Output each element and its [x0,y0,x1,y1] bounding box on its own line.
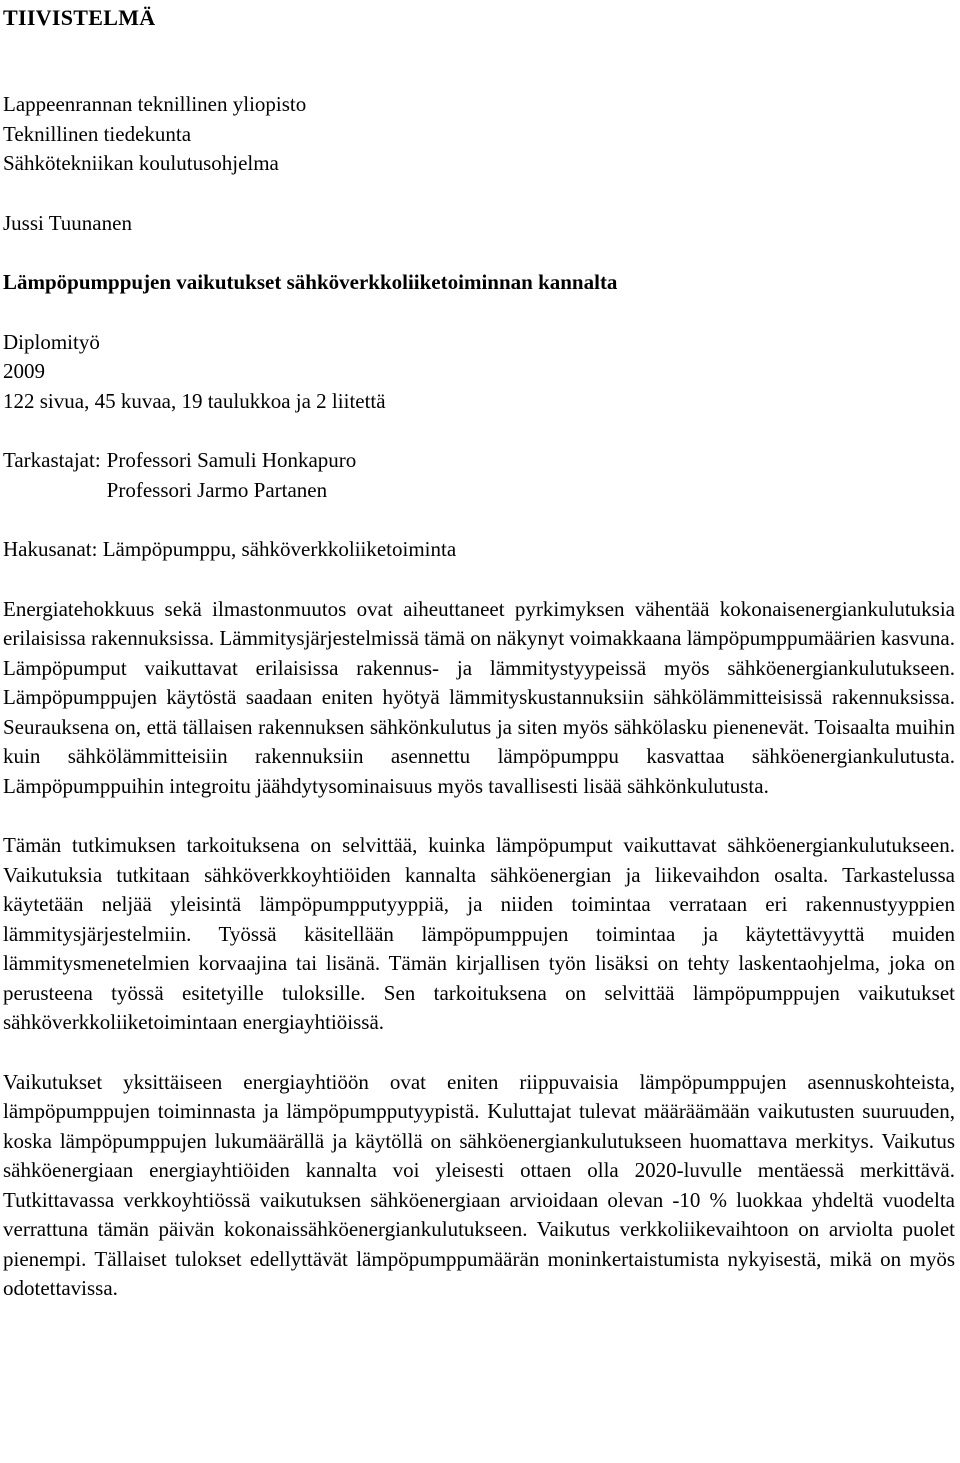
faculty-name: Teknillinen tiedekunta [3,121,192,146]
page-count: 122 sivua, 45 kuvaa, 19 taulukkoa ja 2 liitettä [3,388,386,413]
university-name: Lappeenrannan teknillinen yliopisto [3,92,307,116]
keywords-line [3,535,955,565]
page-heading: TIIVISTELMÄ [3,5,156,30]
institution-block [3,90,955,179]
keywords-label: Hakusanat: [3,537,98,561]
reviewer-1: Professori Samuli Honkapuro [106,448,357,472]
author-name: Jussi Tuunanen [3,210,132,235]
reviewer-2: Professori Jarmo Partanen [106,477,328,502]
reviewers-block [3,446,955,505]
abstract-paragraph-1: Energiatehokkuus sekä ilmastonmuutos ovat aiheuttaneet pyrkimyksen vähentää kokonaisenergiankulutuksia erilaisissa rakennuksissa. Lämmitysjärjestelmissä tämä on näkynyt voimakkaana lämpöpumppumäärien kasvuna. Lämpöpumput vaikuttavat erilaisissa rakennus- ja lämmitystyypeissä myös sähköenergiankulutukseen. Lämpöpumppujen käytöstä saadaan eniten hyötyä lämmityskustannuksiin sähkölämmitteisissä rakennuksissa. Seurauksena on, että tällaisen rakennuksen sähkönkulutus ja siten myös sähkölasku pienenevät. Toisaalta muihin kuin sähkölämmitteisiin rakennuksiin asennettu lämpöpumppu kasvattaa sähköenergiankulutusta. Lämpöpumppuihin integroitu jäähdytysominaisuus myös tavallisesti lisää sähkönkulutusta. [3,596,955,798]
degree-programme: Sähkötekniikan koulutusohjelma [3,151,279,175]
document-type: Diplomityö [3,329,100,354]
abstract-paragraph-2: Tämän tutkimuksen tarkoituksena on selvittää, kuinka lämpöpumput vaikuttavat sähköenergiankulutukseen. Vaikutuksia tutkitaan sähköverkkoyhtiöiden kannalta sähköenergian ja liikevaihdon osalta. Tarkastelussa käytetään neljää yleisintä lämpöpumpputyyppiä, ja niiden toimintaa verrataan eri rakennustyyppien lämmitysjärjestelmiin. Työssä käsitellään lämpöpumppujen toimintaa ja käytettävyyttä muiden lämmitysmenetelmien korvaajina tai lisänä. Tämän kirjallisen työn lisäksi on tehty laskentaohjelma, joka on perusteena työssä esitetyille tuloksille. Sen tarkoituksena on selvittää lämpöpumppujen vaikutukset sähköverkkoliiketoimintaan energiayhtiöissä. [3,833,955,1034]
thesis-title: Lämpöpumppujen vaikutukset sähköverkkoliiketoiminnan kannalta [3,270,618,294]
reviewers-names [101,446,357,505]
year: 2009 [3,359,45,383]
keywords-value: Lämpöpumppu, sähköverkkoliiketoiminta [102,537,457,561]
meta-block [3,328,955,417]
abstract-page [3,0,955,1304]
abstract-paragraph-3: Vaikutukset yksittäiseen energiayhtiöön ovat eniten riippuvaisia lämpöpumppujen asennuskohteista, lämpöpumppujen toiminnasta ja lämpöpumpputyypistä. Kuluttajat tulevat määräämään vaikutusten suuruuden, koska lämpöpumppujen lukumäärällä ja käytöllä on sähköenergiankulutukseen huomattava merkitys. Vaikutus sähköenergiaan energiayhtiöiden kannalta voi yleisesti ottaen olla 2020-luvulle mentäessä merkittävä. Tutkittavassa verkkoyhtiössä vaikutuksen sähköenergiaan arvioidaan olevan -10 % luokkaa yhdeltä vuodelta verrattuna tämän päivän kokonaissähköenergiankulutukseen. Vaikutus verkkoliikevaihtoon on arviolta puolet pienempi. Tällaiset tulokset edellyttävät lämpöpumppumäärän moninkertaistumista nykyisestä, mikä on myös odotettavissa. [3,1069,955,1300]
reviewers-label: Tarkastajat: [3,448,101,472]
